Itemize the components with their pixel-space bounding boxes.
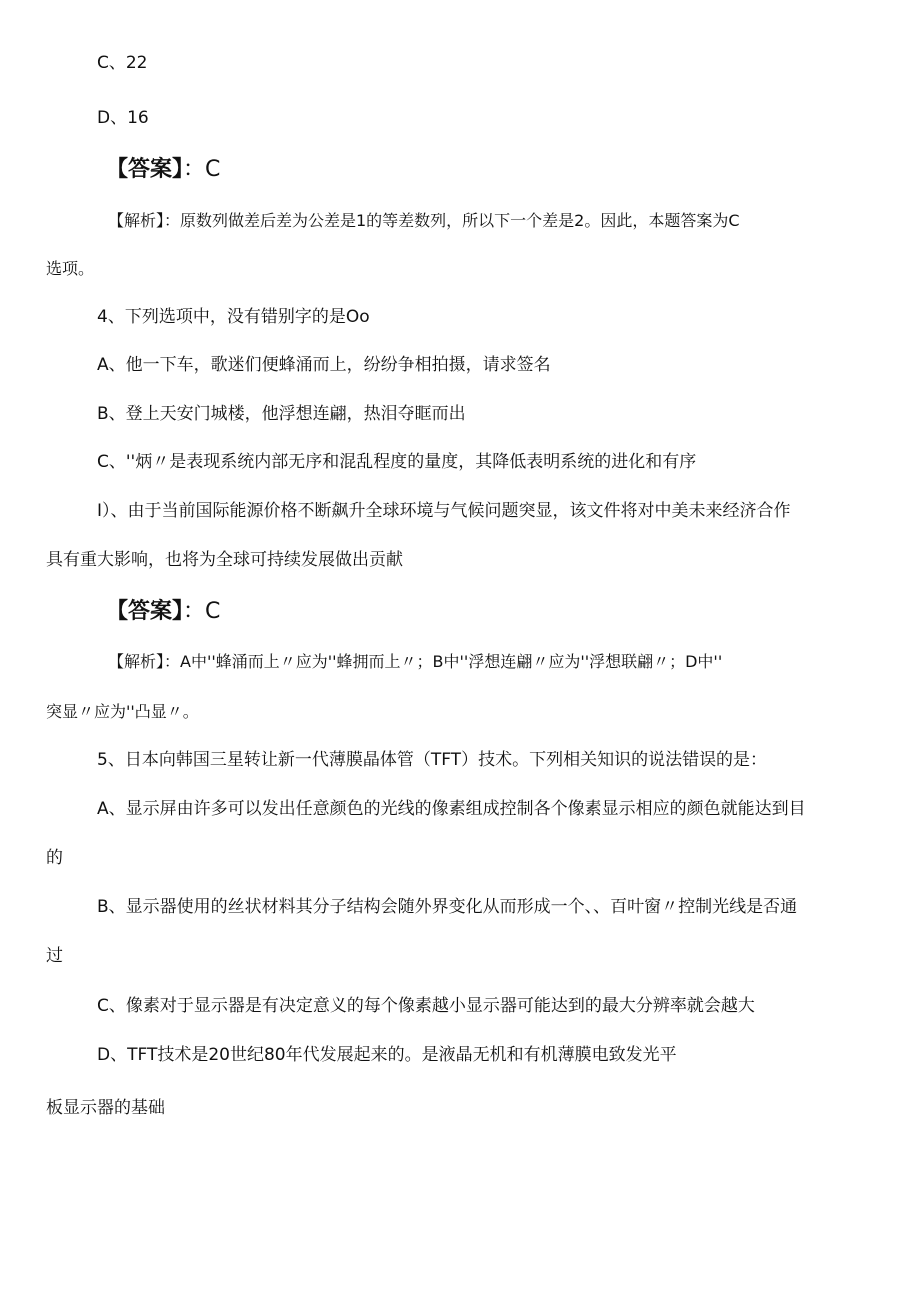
answer-value: ：C bbox=[183, 599, 221, 624]
q4-option-b: B、登上天安门城楼，他浮想连翩，热泪夺眶而出 bbox=[97, 404, 466, 424]
q5-option-b-line1: B、显示器使用的丝状材料其分子结构会随外界变化从而形成一个、、百叶窗〃控制光线是否通 bbox=[97, 897, 798, 917]
q4-option-c: C、''炳〃是表现系统内部无序和混乱程度的量度，其降低表明系统的进化和有序 bbox=[97, 452, 697, 472]
q5-option-d-line2: 板显示器的基础 bbox=[46, 1098, 165, 1118]
q5-option-d-line1: D、TFT技术是20世纪80年代发展起来的。是液晶无机和有机薄膜电致发光平 bbox=[97, 1045, 677, 1065]
answer-label: 【答案】 bbox=[106, 157, 184, 182]
q4-option-d-line1: I）、由于当前国际能源价格不断飙升全球环境与气候问题突显，该文件将对中美未来经济合作 bbox=[97, 501, 791, 521]
q3-option-d: D、16 bbox=[97, 108, 149, 128]
q4-stem: 4、下列选项中，没有错别字的是Oo bbox=[97, 307, 370, 327]
q4-answer bbox=[106, 597, 220, 627]
answer-label: 【答案】 bbox=[106, 599, 184, 624]
q3-explanation-line1: 【解析】：原数列做差后差为公差是1的等差数列，所以下一个差是2。因此，本题答案为C bbox=[108, 211, 740, 230]
q4-explanation-line1: 【解析】：A中''蜂涌而上〃应为''蜂拥而上〃；B中''浮想连翩〃应为''浮想联翩〃；D中'' bbox=[108, 652, 723, 671]
q4-explanation-line2: 突显〃应为''凸显〃。 bbox=[46, 702, 199, 721]
q5-option-a-line2: 的 bbox=[46, 848, 63, 868]
q3-option-c: C、22 bbox=[97, 53, 148, 73]
q3-explanation-line2: 选项。 bbox=[46, 259, 95, 278]
q4-option-d-line2: 具有重大影响，也将为全球可持续发展做出贡献 bbox=[46, 550, 403, 570]
q4-option-a: A、他一下车，歌迷们便蜂涌而上，纷纷争相拍摄，请求签名 bbox=[97, 355, 551, 375]
q5-stem: 5、日本向韩国三星转让新一代薄膜晶体管（TFT）技术。下列相关知识的说法错误的是： bbox=[97, 750, 768, 770]
q5-option-a-line1: A、显示屏由许多可以发出任意颜色的光线的像素组成控制各个像素显示相应的颜色就能达到目 bbox=[97, 799, 806, 819]
q5-option-c: C、像素对于显示器是有决定意义的每个像素越小显示器可能达到的最大分辨率就会越大 bbox=[97, 996, 755, 1016]
q3-answer bbox=[106, 155, 220, 185]
answer-value: ：C bbox=[183, 157, 221, 182]
q5-option-b-line2: 过 bbox=[46, 946, 63, 966]
